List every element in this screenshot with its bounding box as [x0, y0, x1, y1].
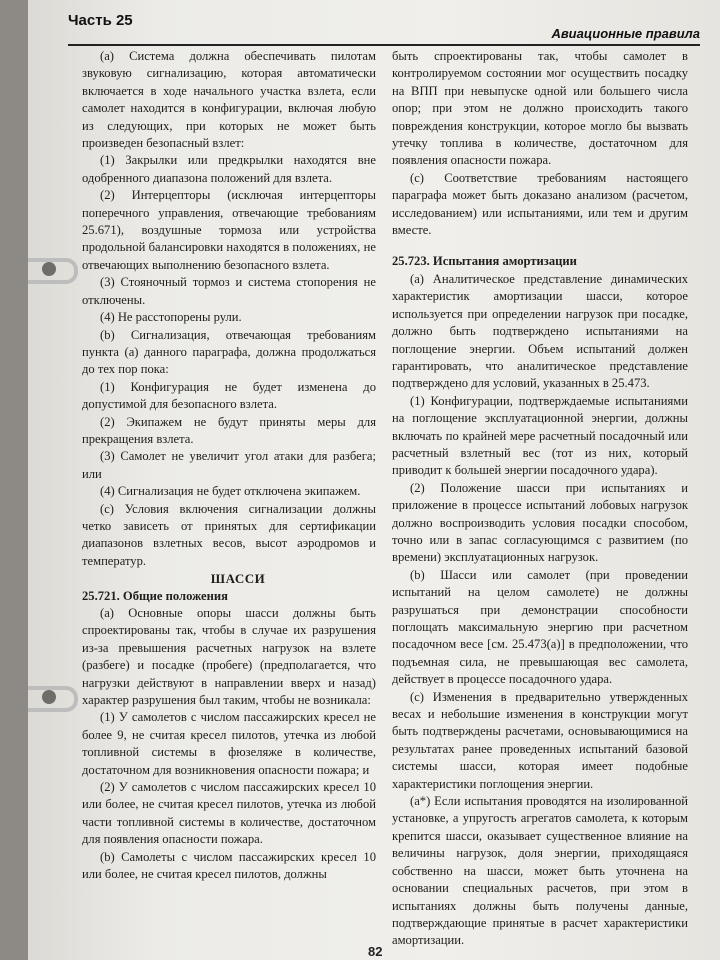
paragraph: быть спроектированы так, чтобы самолет в контролируемом состоянии мог осуществить посадку на ВПП при невыпуске одной или большего числа опор; при этом не должно происходить такого повреждения конструкции, которое могло бы вызвать утечку топлива в количестве, достаточном для появления опасности пожара.	[392, 49, 688, 168]
subheading: 25.723. Испытания амортизации	[392, 254, 577, 269]
paragraph: (1) У самолетов с числом пассажирских кресел не более 9, не считая кресел пилотов, утечка из любой топливной системы в фюзеляже в количестве, достаточном для возникновения опасности пожара; и	[82, 710, 376, 777]
right-column	[392, 48, 688, 950]
paragraph: (2) У самолетов с числом пассажирских кресел 10 или более, не считая кресел пилотов, утечка из любой части топливной системы в количестве, достаточном для появления опасности пожара.	[82, 780, 376, 847]
header-part: Часть 25	[68, 12, 133, 29]
paragraph: (3) Самолет не увеличит угол атаки для разбега; или	[82, 449, 376, 481]
binder-ring	[28, 258, 78, 284]
paragraph: (с) Соответствие требованиям настоящего параграфа может быть доказано анализом (расчетом, исследованием) или испытаниями, или тем и другим вместе.	[392, 170, 688, 238]
paragraph: (с) Условия включения сигнализации должны четко зависеть от принятых для сертификации диапазонов взлетных весов, высот аэродромов и температур.	[82, 501, 376, 568]
page-number: 82	[368, 944, 383, 959]
subheading: 25.721. Общие положения	[82, 588, 228, 603]
paragraph: (а*) Если испытания проводятся на изолированной установке, а упругость агрегатов самолета, к которым крепится шасси, оказывает существенное влияние на величины нагрузок, доля энергии, приходящаяся собственно на шасси, может быть уточнена на основании специальных расчетов, при этом в испытаниях должны быть получены данные, подтверждающие принятые в расчет характеристики амортизации.	[392, 794, 688, 948]
paragraph: (2) Положение шасси при испытаниях и приложение в процессе испытаний лобовых нагрузок должно воспроизводить условия посадки способом, точно или в запас согласующимся с развитием (по времени) эксплуатационных нагрузок.	[392, 480, 688, 565]
paragraph: (b) Шасси или самолет (при проведении испытаний на целом самолете) не должны разрушаться при демонстрации способности поглощать максимальную энергию при расчетном посадочном весе [см. 25.473(а)] в предположении, что подъемная сила, не превышающая вес самолета, действует в процессе посадочного удара.	[392, 567, 688, 687]
header-title: Авиационные правила	[551, 26, 700, 41]
paragraph: (b) Самолеты с числом пассажирских кресел 10 или более, не считая кресел пилотов, должны	[82, 849, 376, 882]
paragraph: (b) Сигнализация, отвечающая требованиям пункта (а) данного параграфа, должна продолжаться до тех пор пока:	[82, 327, 376, 377]
left-column	[82, 48, 376, 884]
paragraph: (2) Интерцепторы (исключая интерцепторы поперечного управления, отвечающие требованиям 25.671), воздушные тормоза или устройства продольной балансировки находятся в положениях, не отвечающих выполнению безопасного взлета.	[82, 188, 376, 272]
paragraph: (2) Экипажем не будут приняты меры для прекращения взлета.	[82, 414, 376, 446]
paragraph: (1) Конфигурации, подтверждаемые испытаниями на поглощение эксплуатационной энергии, должны включать по крайней мере расчетный посадочный или расчетный взлетный вес (тот из них, который приводит к большей энергии посадочного удара).	[392, 393, 688, 478]
section-title: ШАССИ	[210, 571, 266, 587]
paragraph: (1) Закрылки или предкрылки находятся вне одобренного диапазона положений для взлета.	[82, 153, 376, 185]
paragraph: (а) Аналитическое представление динамических характеристик амортизации шасси, которое используется при определении нагрузок при посадке, должно быть подтверждено испытаниями на поглощение энергии. Объем испытаний должен гарантировать, что аналитическое представление подтверждено для условий, указанных в 25.473.	[392, 271, 688, 391]
page-header	[68, 10, 700, 46]
paragraph: (4) Сигнализация не будет отключена экипажем.	[100, 484, 361, 499]
paragraph: (4) Не расстопорены рули.	[100, 310, 242, 325]
paragraph: (3) Стояночный тормоз и система стопорения не отключены.	[82, 275, 376, 307]
paragraph: (1) Конфигурация не будет изменена до допустимой для безопасного взлета.	[82, 379, 376, 412]
paragraph: (а) Основные опоры шасси должны быть спроектированы так, чтобы в случае их разрушения из-за превышения расчетных нагрузок на взлете (разбеге) и посадке (пробеге) (предполагается, что нагрузки действуют в направлении вверх и назад) характер разрушения был таким, чтобы не возникала:	[82, 606, 376, 708]
paragraph: (с) Изменения в предварительно утвержденных весах и небольшие изменения в конструкции могут быть подтверждены расчетами, основывающимися на результатах ранее проведенных испытаний базовой системы шасси, которая имеет подобные характеристики поглощения энергии.	[392, 689, 688, 791]
paragraph: (а) Система должна обеспечивать пилотам звуковую сигнализацию, которая автоматически включается в ходе начального участка взлета, если самолет находится в конфигурации, включая любую из следующих, при которых не может быть произведен безопасный взлет:	[82, 49, 376, 151]
document-page	[28, 0, 720, 960]
binder-ring	[28, 686, 78, 712]
